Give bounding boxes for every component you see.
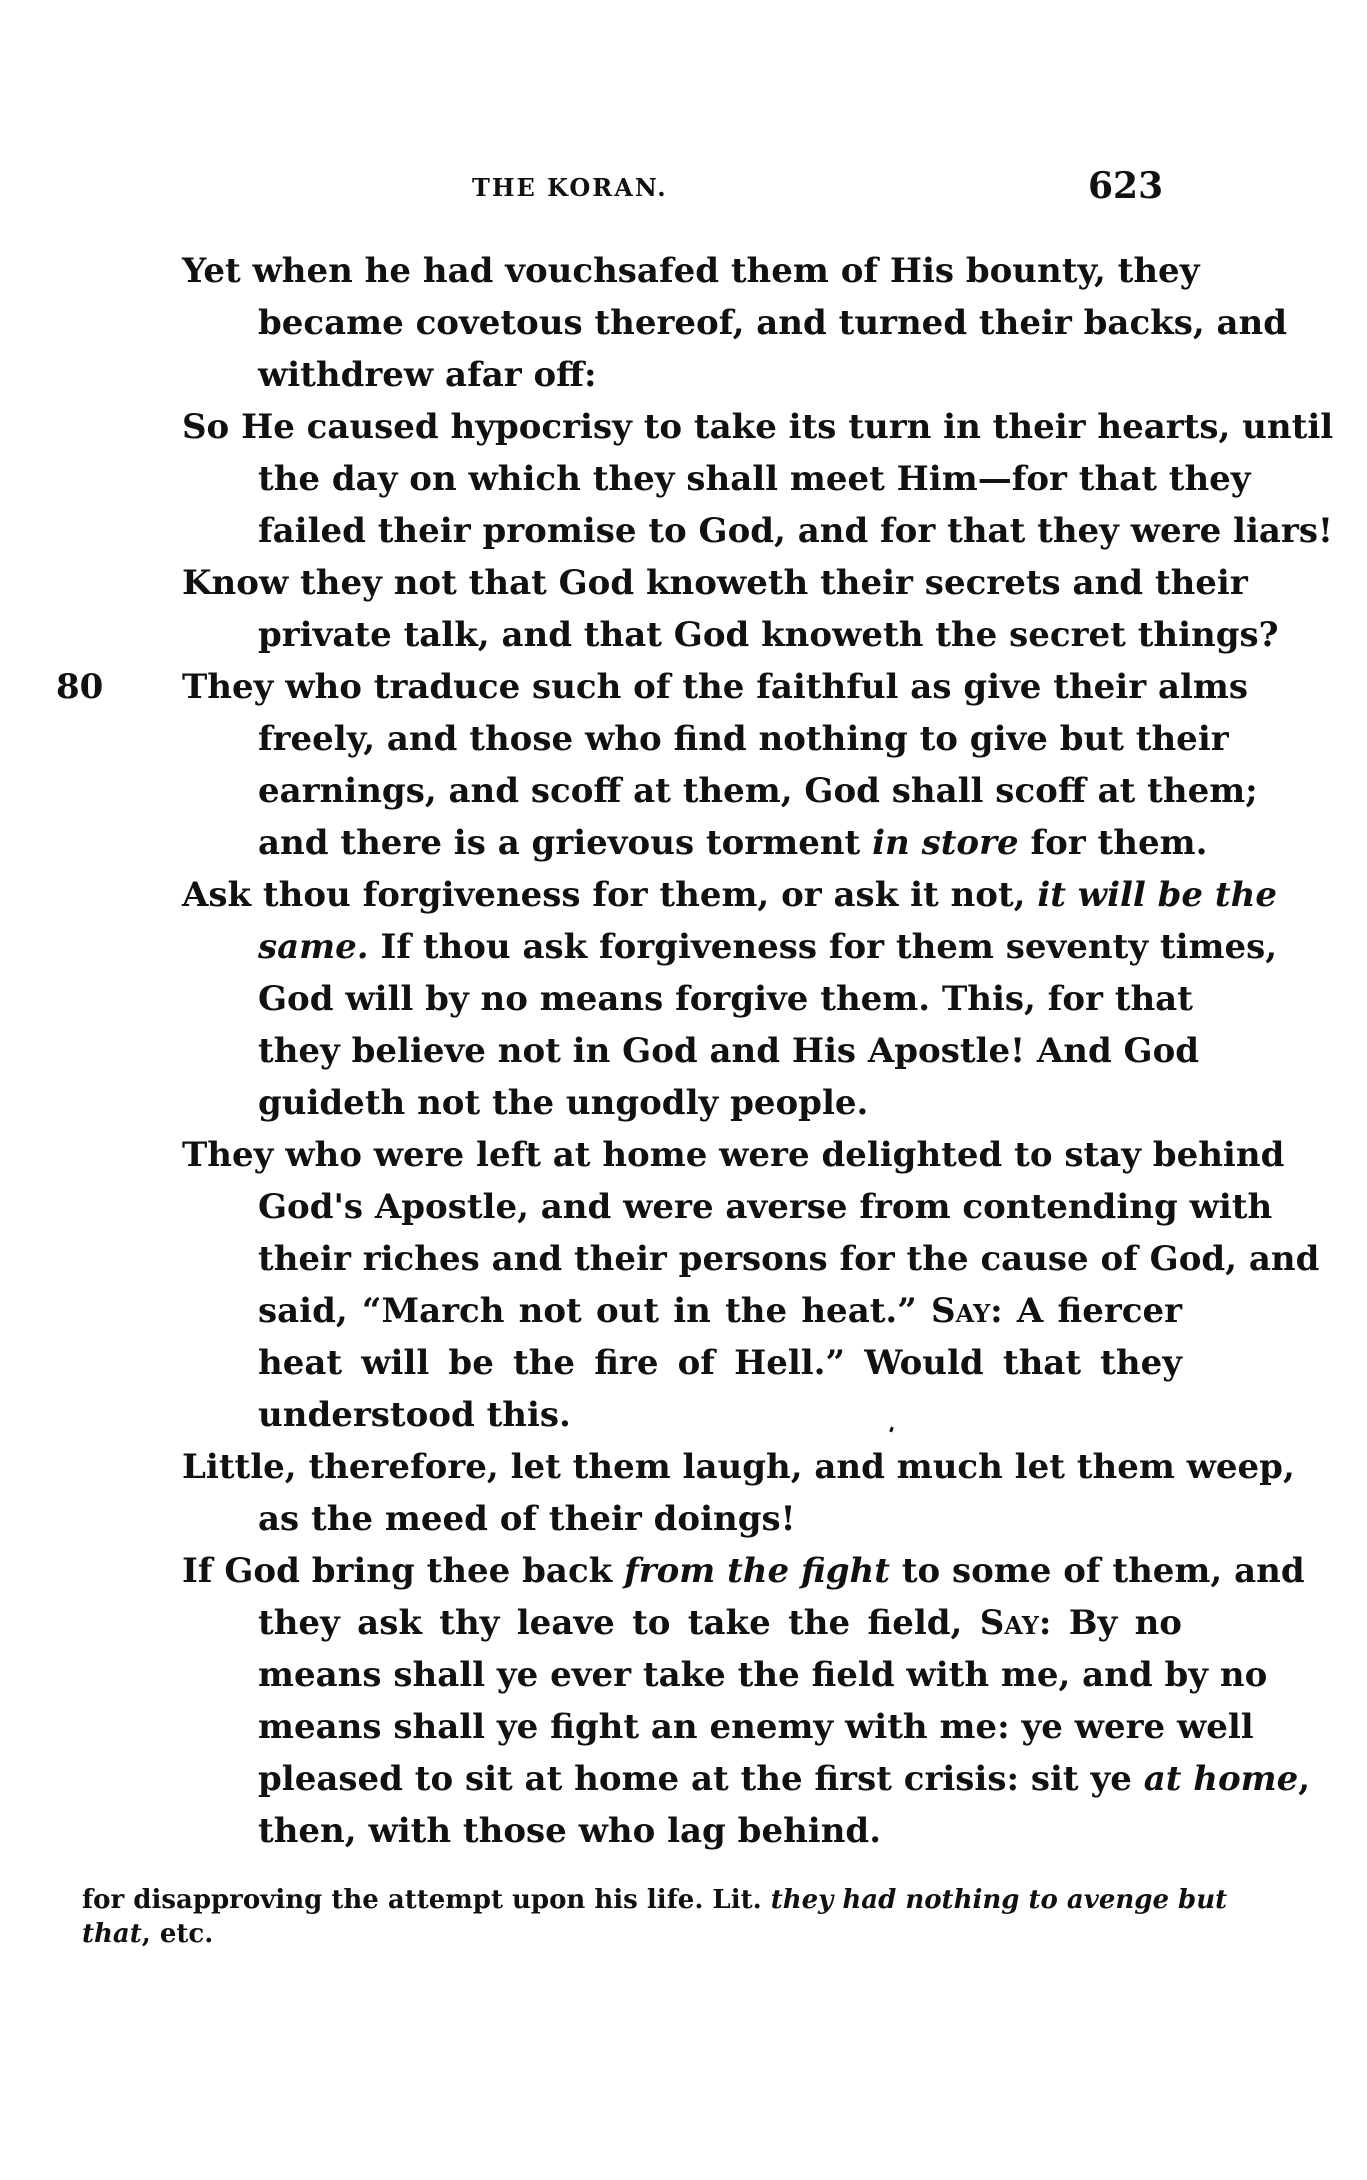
- verse-line: They who traduce such of the faithful as give their alms: [182, 667, 1249, 707]
- verse-line: Know they not that God knoweth their secrets and their: [182, 563, 1248, 603]
- verse-line: then, with those who lag behind.: [258, 1811, 882, 1851]
- italic-run: they had nothing to avenge but: [770, 1885, 1228, 1915]
- text-run: pleased to sit at home at the first crisis: sit ye: [258, 1759, 1144, 1799]
- verse-line: Little, therefore, let them laugh, and much let them weep,: [182, 1447, 1295, 1487]
- verse-line: understood this.: [258, 1395, 571, 1435]
- page-number: 623: [1088, 165, 1164, 207]
- verse-line: [258, 921, 1278, 973]
- italic-run: at home: [1143, 1759, 1299, 1799]
- verse-line: [258, 1285, 1182, 1337]
- verse-line: God will by no means forgive them. This, for that: [258, 979, 1193, 1019]
- verse-line: They who were left at home were delighted to stay behind: [182, 1135, 1285, 1175]
- verse-line: as the meed of their doings!: [258, 1499, 796, 1539]
- footnote: [82, 1883, 1228, 1951]
- verse-line: [182, 869, 1277, 921]
- text-run: for them.: [1018, 823, 1208, 863]
- italic-run: same.: [258, 927, 369, 967]
- verse-line: failed their promise to God, and for that they were liars!: [258, 511, 1333, 551]
- italic-run: from the fight: [624, 1551, 890, 1591]
- italic-run: that: [82, 1919, 142, 1949]
- verse-line: earnings, and scoff at them, God shall scoff at them;: [258, 771, 1258, 811]
- text-run: and there is a grievous torment: [258, 823, 873, 863]
- verse-line: [182, 1545, 1305, 1597]
- verse-line: [258, 817, 1208, 869]
- verse-line: private talk, and that God knoweth the secret things?: [258, 615, 1279, 655]
- text-run: : A fiercer: [990, 1291, 1182, 1331]
- text-run: ,: [1298, 1759, 1311, 1799]
- footnote-line: [82, 1883, 1228, 1917]
- verse-line: means shall ye fight an enemy with me: ye were well: [258, 1707, 1254, 1747]
- verse-line: they believe not in God and His Apostle! And God: [258, 1031, 1200, 1071]
- verse-line: guideth not the ungodly people.: [258, 1083, 869, 1123]
- text-run: Ask thou forgiveness for them, or ask it not,: [182, 875, 1038, 915]
- verse-line: freely, and those who find nothing to give but their: [258, 719, 1229, 759]
- verse-line: means shall ye ever take the field with me, and by no: [258, 1655, 1268, 1695]
- italic-run: in store: [872, 823, 1019, 863]
- footnote-line: [82, 1917, 1192, 1951]
- small-caps-run: Say: [931, 1291, 991, 1331]
- verse-line: Yet when he had vouchsafed them of His bounty, they: [182, 251, 1200, 291]
- text-run: If thou ask forgiveness for them seventy times,: [368, 927, 1278, 967]
- text-run: , etc.: [141, 1919, 214, 1949]
- text-run: to some of them, and: [889, 1551, 1305, 1591]
- verse-line: So He caused hypocrisy to take its turn in their hearts, until: [182, 407, 1334, 447]
- text-run: said, “March not out in the heat.”: [258, 1291, 932, 1331]
- text-run: If God bring thee back: [182, 1551, 625, 1591]
- running-title: THE KORAN.: [472, 173, 668, 202]
- verse-line: withdrew afar off:: [258, 355, 597, 395]
- verse-line: [258, 1753, 1311, 1805]
- text-run: : By no: [1038, 1603, 1182, 1643]
- verse-number: 80: [56, 667, 104, 707]
- verse-line: [258, 1597, 1182, 1649]
- verse-line: their riches and their persons for the cause of God, and: [258, 1239, 1320, 1279]
- italic-run: it will be the: [1037, 875, 1277, 915]
- small-caps-run: Say: [979, 1603, 1039, 1643]
- text-run: for disapproving the attempt upon his life. Lit.: [82, 1885, 771, 1915]
- verse-line: the day on which they shall meet Him—for that they: [258, 459, 1251, 499]
- text-run: they ask thy leave to take the field,: [258, 1603, 980, 1643]
- verse-line: heat will be the fire of Hell.” Would that they: [258, 1343, 1182, 1383]
- verse-line: God's Apostle, and were averse from contending with: [258, 1187, 1273, 1227]
- running-head: [0, 165, 1367, 215]
- verse-line: became covetous thereof, and turned their backs, and: [258, 303, 1288, 343]
